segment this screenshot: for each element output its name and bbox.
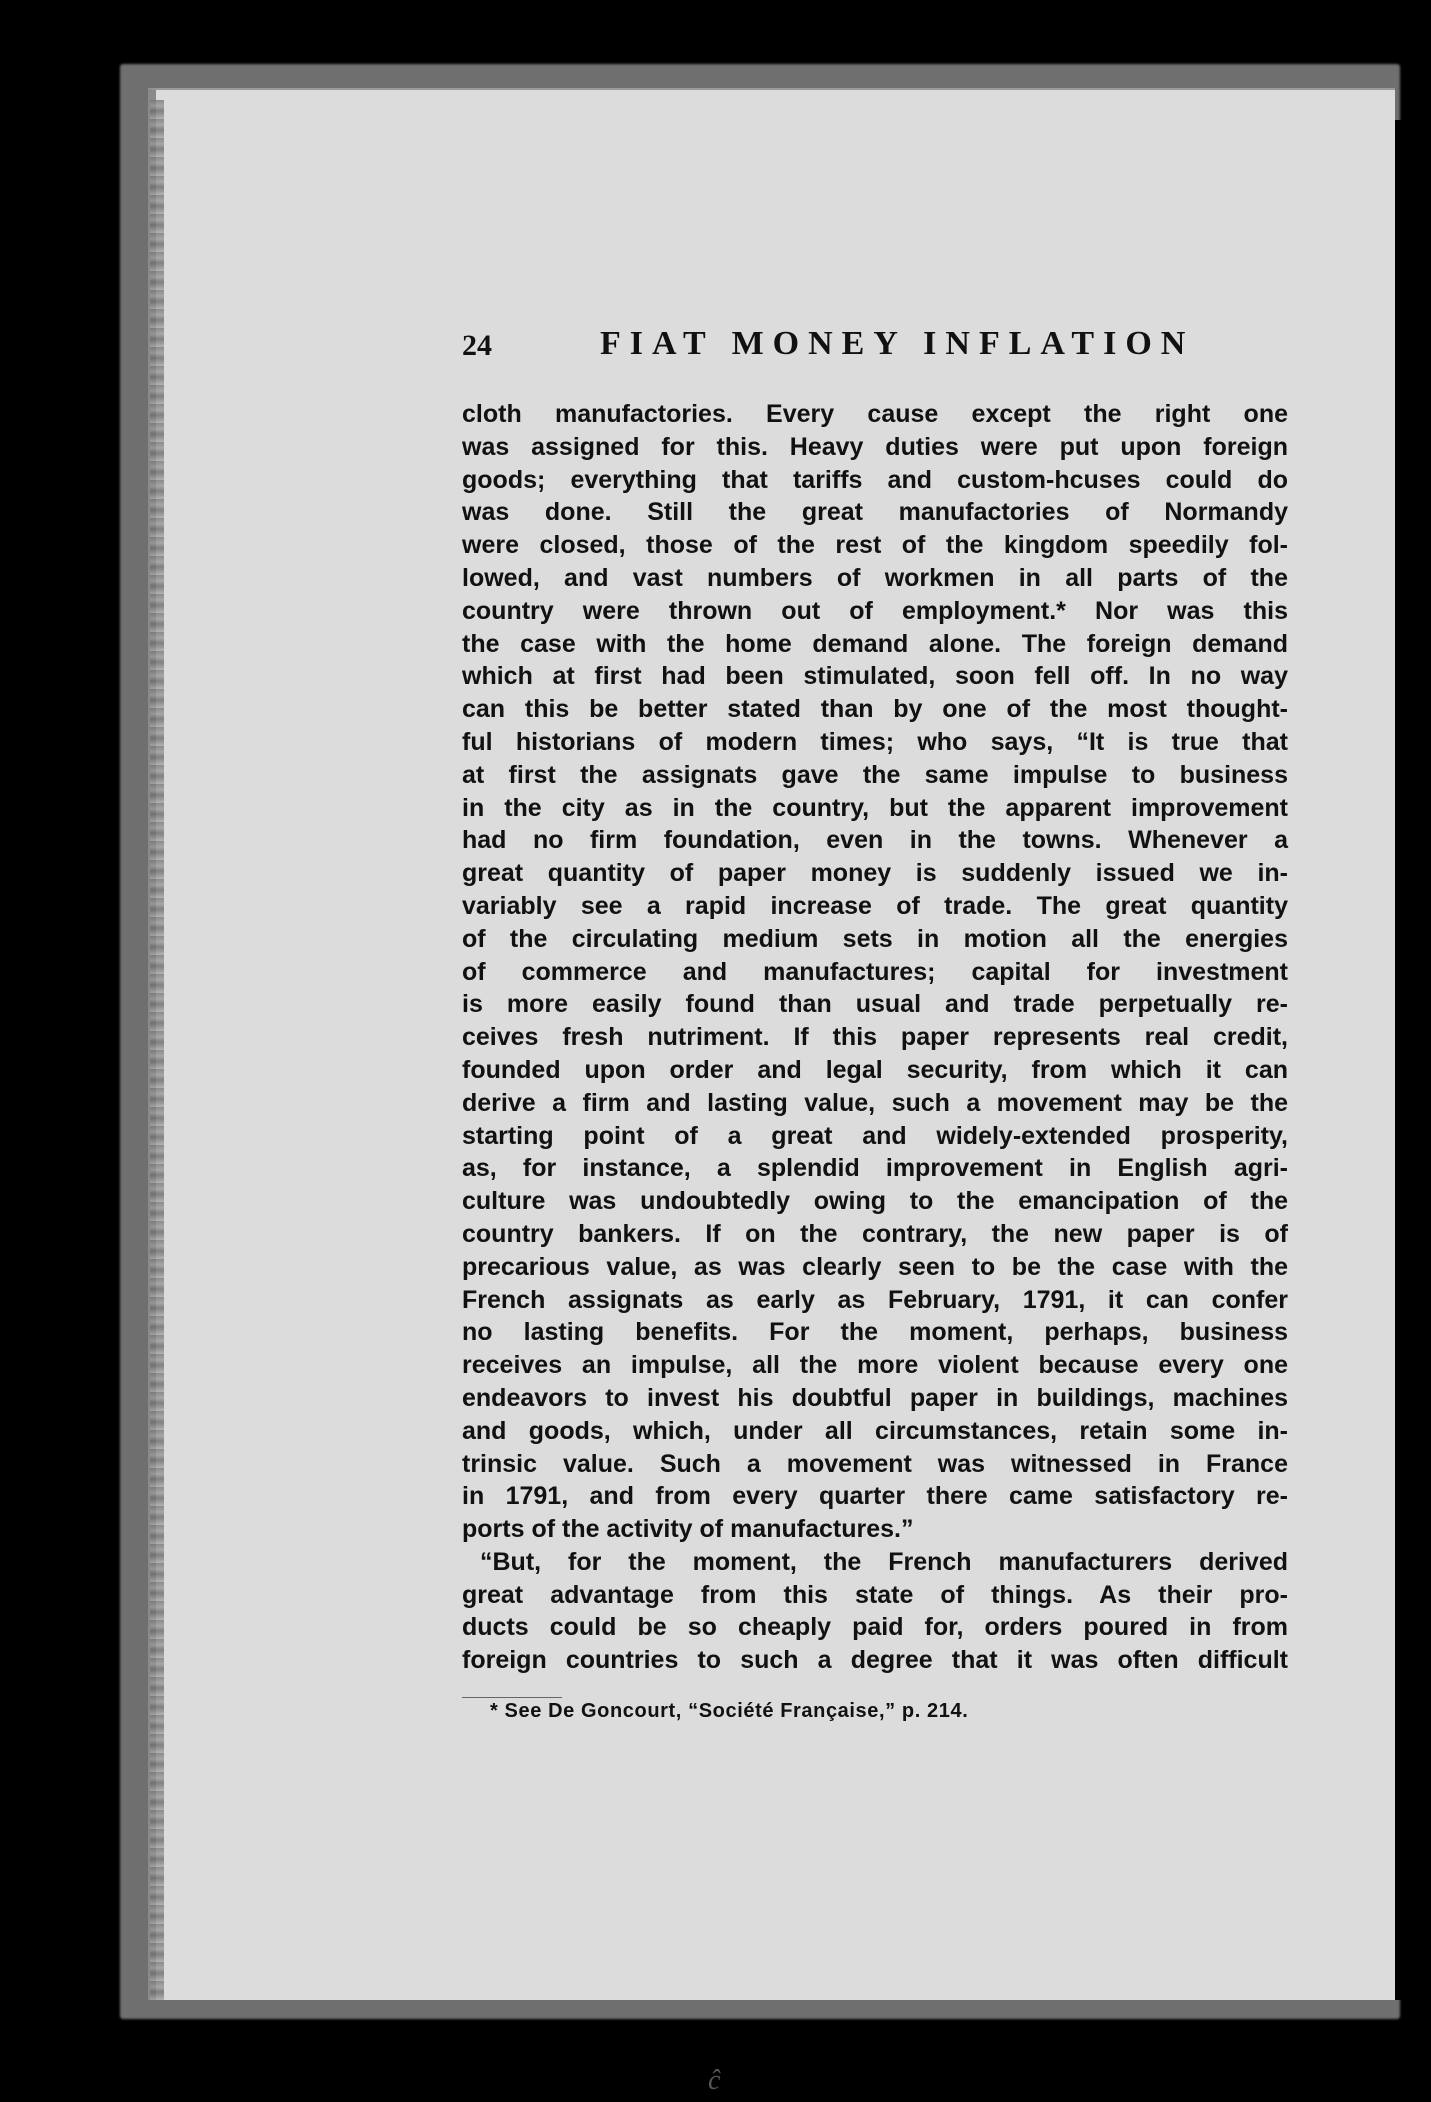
- body-line: were closed, those of the rest of the kingdom speedily fol-: [462, 531, 1288, 560]
- body-line: endeavors to invest his doubtful paper in buildings, machines: [462, 1383, 1288, 1412]
- body-line: was assigned for this. Heavy duties were put upon foreign: [462, 432, 1288, 461]
- body-line: great advantage from this state of things. As their pro-: [462, 1580, 1288, 1609]
- body-line: French assignats as early as February, 1791, it can confer: [462, 1285, 1288, 1314]
- body-line: country were thrown out of employment.* Nor was this: [462, 596, 1288, 625]
- bottom-margin-mark: ĉ: [708, 2065, 721, 2096]
- body-text: [462, 398, 1288, 1677]
- body-line: precarious value, as was clearly seen to be the case with the: [462, 1252, 1288, 1281]
- body-line: the case with the home demand alone. The foreign demand: [462, 629, 1288, 658]
- running-head: [462, 325, 1292, 369]
- body-line: trinsic value. Such a movement was witnessed in France: [462, 1449, 1288, 1478]
- body-line: of commerce and manufactures; capital for investment: [462, 957, 1288, 986]
- body-line: great quantity of paper money is suddenly issued we in-: [462, 859, 1288, 888]
- body-line: goods; everything that tariffs and custom-hcuses could do: [462, 465, 1288, 494]
- page-binding-edge: [150, 100, 164, 2000]
- body-line: was done. Still the great manufactories of Normandy: [462, 498, 1288, 527]
- body-line: founded upon order and legal security, from which it can: [462, 1055, 1288, 1084]
- body-line: ceives fresh nutriment. If this paper represents real credit,: [462, 1023, 1288, 1052]
- body-line: foreign countries to such a degree that it was often difficult: [462, 1646, 1288, 1675]
- body-line: receives an impulse, all the more violent because every one: [462, 1351, 1288, 1380]
- body-line: no lasting benefits. For the moment, perhaps, business: [462, 1318, 1288, 1347]
- footnote: * See De Goncourt, “Société Française,” p. 214.: [490, 1700, 969, 1722]
- body-line: can this be better stated than by one of the most thought-: [462, 695, 1288, 724]
- body-line: derive a firm and lasting value, such a movement may be the: [462, 1088, 1288, 1117]
- body-line: as, for instance, a splendid improvement in English agri-: [462, 1154, 1288, 1183]
- footnote-rule: [462, 1697, 562, 1698]
- running-title: FIAT MONEY INFLATION: [600, 325, 1195, 362]
- body-line: ducts could be so cheaply paid for, orders poured in from: [462, 1613, 1288, 1642]
- body-line: which at first had been stimulated, soon fell off. In no way: [462, 662, 1288, 691]
- body-line: had no firm foundation, even in the towns. Whenever a: [462, 826, 1288, 855]
- body-line: in 1791, and from every quarter there came satisfactory re-: [462, 1482, 1288, 1511]
- body-line: of the circulating medium sets in motion all the energies: [462, 924, 1288, 953]
- body-line: ful historians of modern times; who says, “It is true that: [462, 727, 1288, 756]
- body-line: in the city as in the country, but the apparent improvement: [462, 793, 1288, 822]
- scan-right-border: [1395, 120, 1431, 2000]
- body-line: variably see a rapid increase of trade. The great quantity: [462, 891, 1288, 920]
- body-line: country bankers. If on the contrary, the new paper is of: [462, 1219, 1288, 1248]
- body-line: “But, for the moment, the French manufacturers derived: [480, 1547, 1288, 1576]
- body-line: starting point of a great and widely-extended prosperity,: [462, 1121, 1288, 1150]
- body-line: culture was undoubtedly owing to the emancipation of the: [462, 1187, 1288, 1216]
- body-line: and goods, which, under all circumstances, retain some in-: [462, 1416, 1288, 1445]
- body-line: lowed, and vast numbers of workmen in all parts of the: [462, 563, 1288, 592]
- body-line: cloth manufactories. Every cause except the right one: [462, 400, 1288, 428]
- body-line: is more easily found than usual and trade perpetually re-: [462, 990, 1288, 1019]
- body-line: at first the assignats gave the same impulse to business: [462, 760, 1288, 789]
- page-number: 24: [462, 329, 492, 362]
- body-line: ports of the activity of manufactures.”: [462, 1515, 914, 1544]
